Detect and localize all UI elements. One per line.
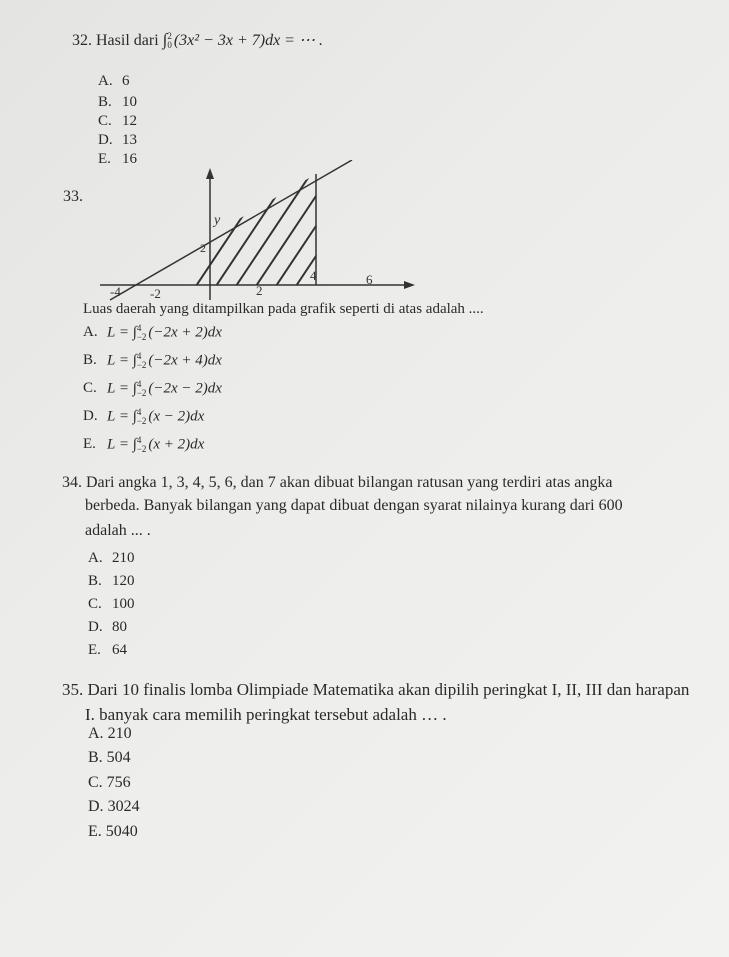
q33-graph	[90, 160, 450, 310]
q33-option-c[interactable]: C. L = ∫ 4 −2 (−2x − 2)dx	[83, 379, 222, 398]
integral-sign: ∫	[162, 30, 168, 49]
x-tick-2: 2	[256, 283, 263, 298]
q34-option-e[interactable]: E. 64	[88, 642, 127, 658]
q32-number: 32.	[72, 32, 92, 49]
q35-option-e[interactable]: E. 5040	[88, 823, 138, 840]
q34-number: 34.	[62, 474, 82, 491]
y-label: y	[214, 213, 221, 228]
q33-option-a[interactable]: A. L = ∫ 4 −2 (−2x + 2)dx	[83, 323, 222, 342]
q32-text: Hasil dari	[96, 32, 159, 49]
q34-option-a[interactable]: A. 210	[88, 550, 135, 566]
q34-option-d[interactable]: D. 80	[88, 619, 127, 635]
q34-option-b[interactable]: B. 120	[88, 573, 135, 589]
q34-line-1: 34. Dari angka 1, 3, 4, 5, 6, dan 7 akan dibuat bilangan ratusan yang terdiri atas angka	[62, 474, 613, 491]
x-axis-arrow	[404, 281, 415, 289]
q32-stem	[72, 30, 323, 50]
y-tick-2: 2	[200, 241, 206, 255]
q32-option-d[interactable]: D. 13	[98, 132, 137, 148]
q33-text: Luas daerah yang ditampilkan pada grafik seperti di atas adalah ....	[83, 301, 484, 317]
q32-option-c[interactable]: C. 12	[98, 113, 137, 129]
q34-option-c[interactable]: C. 100	[88, 596, 135, 612]
q35-option-b[interactable]: B. 504	[88, 749, 131, 766]
q32-option-a[interactable]: A. 6	[98, 73, 130, 89]
y-axis-arrow	[206, 168, 214, 179]
q33-option-b[interactable]: B. L = ∫ 4 −2 (−2x + 4)dx	[83, 351, 222, 370]
x-tick-6: 6	[366, 272, 373, 287]
q33-number: 33.	[63, 188, 83, 205]
q35-line-1: 35. Dari 10 finalis lomba Olimpiade Matematika akan dipilih peringkat I, II, III dan harapan	[62, 680, 690, 699]
q32-option-b[interactable]: B. 10	[98, 94, 137, 110]
x-tick-neg2: -2	[150, 286, 161, 301]
q33-option-e[interactable]: E. L = ∫ 4 −2 (x + 2)dx	[83, 435, 205, 454]
q35-number: 35.	[62, 680, 84, 699]
q32-limits: 2 0	[167, 31, 172, 51]
q33-option-d[interactable]: D. L = ∫ 4 −2 (x − 2)dx	[83, 407, 205, 426]
q35-option-a[interactable]: A. 210	[88, 725, 132, 742]
q34-line-2: berbeda. Banyak bilangan yang dapat dibuat dengan syarat nilainya kurang dari 600	[85, 497, 623, 514]
q35-option-d[interactable]: D. 3024	[88, 798, 140, 815]
q32-integrand: (3x² − 3x + 7)dx = ⋯ .	[173, 32, 323, 49]
x-tick-4: 4	[310, 268, 317, 283]
q34-line-3: adalah ... .	[85, 522, 151, 539]
q32-option-e[interactable]: E. 16	[98, 151, 137, 167]
q35-option-c[interactable]: C. 756	[88, 774, 131, 791]
x-tick-neg4: -4	[110, 284, 121, 299]
shaded-region	[180, 160, 420, 310]
q35-line-2: I. banyak cara memilih peringkat tersebut adalah … .	[85, 705, 447, 724]
